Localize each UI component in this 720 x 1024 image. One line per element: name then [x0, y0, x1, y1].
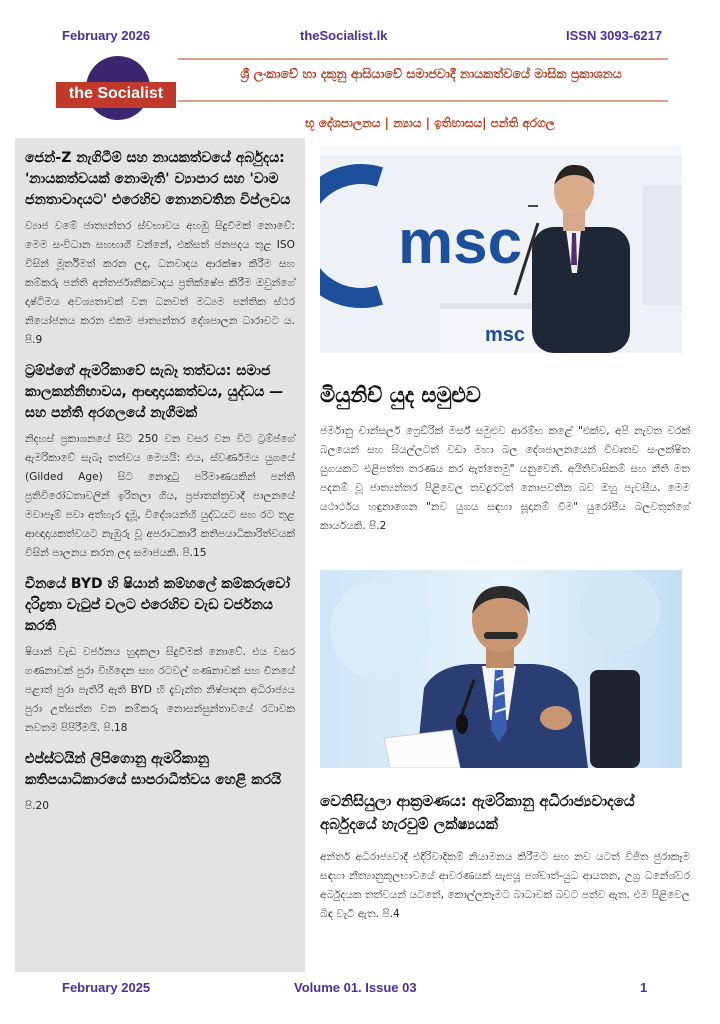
- munich-conference-illustration: [320, 145, 682, 353]
- munich-conference-photo: [320, 145, 682, 353]
- sidebar-article-headline[interactable]: ජෙන්-Z නැගිටීම් සහ නායකත්වයේ අර්බුදය: 'නායකත්වයක් නොමැති' ව්‍යාපාර සහ 'වාම ජනතාවාදයට' එරෙහිව නොනවතින විප්ලවය: [25, 150, 291, 208]
- site-name[interactable]: theSocialist.lk: [300, 28, 388, 43]
- sidebar-article[interactable]: [25, 749, 295, 816]
- logo-text: the Socialist: [68, 85, 164, 102]
- sidebar-article[interactable]: [25, 574, 295, 738]
- sidebar-article[interactable]: [25, 148, 295, 350]
- main-article-headline[interactable]: වෙනිසියුලා ආක්‍රමණය: ඇමරිකානු අධිරාජ්‍යවාදයේ අර්බුදයේ හැරවුම් ලක්ෂ්‍යයක්: [320, 792, 635, 833]
- sidebar-article-summary: නිදහස් ප්‍රකාශනයේ සිට 250 වන වසර වන විට ට්‍රම්ප්ගේ ඇමරිකාවේ සැබෑ තත්වය මෙයයි: එය, ස්වර්ණමය යුගයේ (Gilded Age) සිට නොදුටු පරිමාණයකින් පන්ති ප්‍රතිවිරෝධතාවලින් ඉරිතලා ගිය, ප්‍රජාතන්ත්‍රවාදී පාලනයේ මවාපෑම් පවා අත්හැර දැමූ, විදේශයන්හි යුද්ධයට සහ රට තුළ ආඥාදායකත්වයට නැඹුරු වූ අපරාධකාරී කතිපයාධිකාරිත්වයක් විසින් පාලනය කරන ලද සමාජයකි. පි.15: [25, 433, 295, 559]
- main-article-summary: ජර්මානු චාන්සලර් ෆ්‍රෙඩ්රික් මර්ස් සමුළුව ආරම්භ කළේ "එක්ව, අපි නැවත වරක් බලයෙන් සහ සියල්ලටත් වඩා මහා බල දේශපාලනයෙන් විවෘතව සංලක්ෂිත යුගයකට එළිපත්ත තරණය කර ඇත්තෙමු" යනුවෙනි. අයිතිවාසිකම් සහ නීති මත පදනම් වූ ජාත්‍යන්තර පිළිවෙල තවදුරටත් නොපවතින බව ඔහු පැවසීය. මෙම යථාර්ථය හඳුනාගෙන "නව යුගය සඳහා සූදානම් වීම" යුරෝපීය බලවතුන්ගේ කාර්යයකි. පි.2: [320, 425, 690, 532]
- footer-date: February 2025: [62, 980, 151, 995]
- msc-backdrop-text: msc: [398, 208, 523, 277]
- publication-tagline: ශ්‍රී ලංකාවේ හා දකුනු ආසියාවේ සමාජවාදී නායකත්වයේ මාසික ප්‍රකාශනය: [240, 66, 622, 81]
- venezuela-press-illustration: [320, 570, 682, 768]
- sidebar-article-headline[interactable]: ට්‍රම්ප්ගේ ඇමරිකාවේ සැබෑ තත්වය: සමාජ කාලකන්නිභාවය, ආඥාදායකත්වය, යුද්ධය —සහ පන්ති අරගලයේ නැගීමක්: [25, 363, 284, 421]
- issn-number: ISSN 3093-6217: [566, 28, 663, 43]
- sidebar-article-summary: ෂියාන් වැඩ වර්ජනය හුදකලා සිදුවීමක් නොවේ. එය වසර ගණනාවක් පුරා විහිදෙන සහ රටවල් ගණනාවක් සහ චීනයේ පළාත් පුරා පැතිරී ඇති BYD හි දැවැන්ත නිෂ්පාදන අධිරාජ්‍යය පුරා උත්සන්න වන කම්කරු නොසන්සුන්තාවයේ රටාවක නවතම පිපිරීමයි. පි.18: [25, 646, 295, 734]
- sidebar-article-headline[interactable]: එප්ස්ටයින් ලිපිගොනු ඇමරිකානු කතිපයාධිකාරයේ සාපරාධීත්වය හෙළි කරයි: [25, 751, 282, 788]
- header-rule-bottom: [178, 100, 668, 102]
- sidebar-article-headline[interactable]: චීනයේ BYD හි ෂියාන් කම්හලේ කම්කරුවෝ දරිද්‍රතා වැටුප් වලට එරෙහිව වැඩ වර්ජනය කරති: [25, 576, 290, 634]
- sidebar-article-summary: ව්‍යාජ වමේ ජාත්‍යන්තර ස්වභාවය අහඹු සිදුවීමක් නොවේ: මෙම සංවිධාන සහභාගී වන්නේ, එක්සත් ජනපදය තුළ ISO විසින් මූර්තිමත් කරන ලද, ධනවාදය ආරක්ෂා කිරීම සහ කම්කරු පන්ති අන්තර්ජාතිකවාදය ප්‍රතික්ෂේප කිරීම ඔවුන්ගේ දෘෂ්ටිමය අවශ්‍යතාවක් වන ධනවත් මධ්‍යම පන්තික ස්ථර නියෝජනය කරන එකම ජාත්‍යන්තර දේශපාලන ධාරාවට ය. පි.9: [25, 220, 295, 346]
- msc-podium-text: msc: [485, 324, 526, 346]
- page-number: 1: [640, 980, 648, 995]
- main-article-summary: අන්තර් අධිරාජ්‍යවාදී එදිරිවාදිකම් නියාමනය කිරීමට සහ නව යටත් විජිත ජුරාකෑම සඳහා නීත්‍යානුකූලභාවයේ ආවරණයක් සැපයූ පශ්චාත්-යුධ ආයතන, උග්‍ර ධනේශ්වර අර්බුදයක තත්වයන් යටතේ, කොල්ලකෑමට බාධාවක් බවට පත්ව ඇත. එම පිළිවෙල බිඳ වැටී ඇත. පි.4: [320, 851, 690, 920]
- footer-volume-issue: Volume 01. Issue 03: [294, 980, 417, 995]
- section-categories: භූ දේශපාලනය | න්‍යාය | ඉතිහාසය| පන්ති අරගල: [305, 116, 555, 130]
- venezuela-press-photo: [320, 570, 682, 768]
- page-footer: [0, 980, 720, 1000]
- sidebar-articles: [15, 138, 305, 972]
- sidebar-article-summary: පි.20: [25, 800, 50, 812]
- main-article-headline[interactable]: මියුනිච් යුද සමුළුව: [320, 383, 481, 407]
- sidebar-article[interactable]: [25, 361, 295, 563]
- masthead-top-bar: [0, 28, 720, 48]
- header-rule-top: [178, 58, 668, 60]
- issue-date: February 2026: [62, 28, 151, 43]
- the-socialist-logo: [56, 52, 176, 136]
